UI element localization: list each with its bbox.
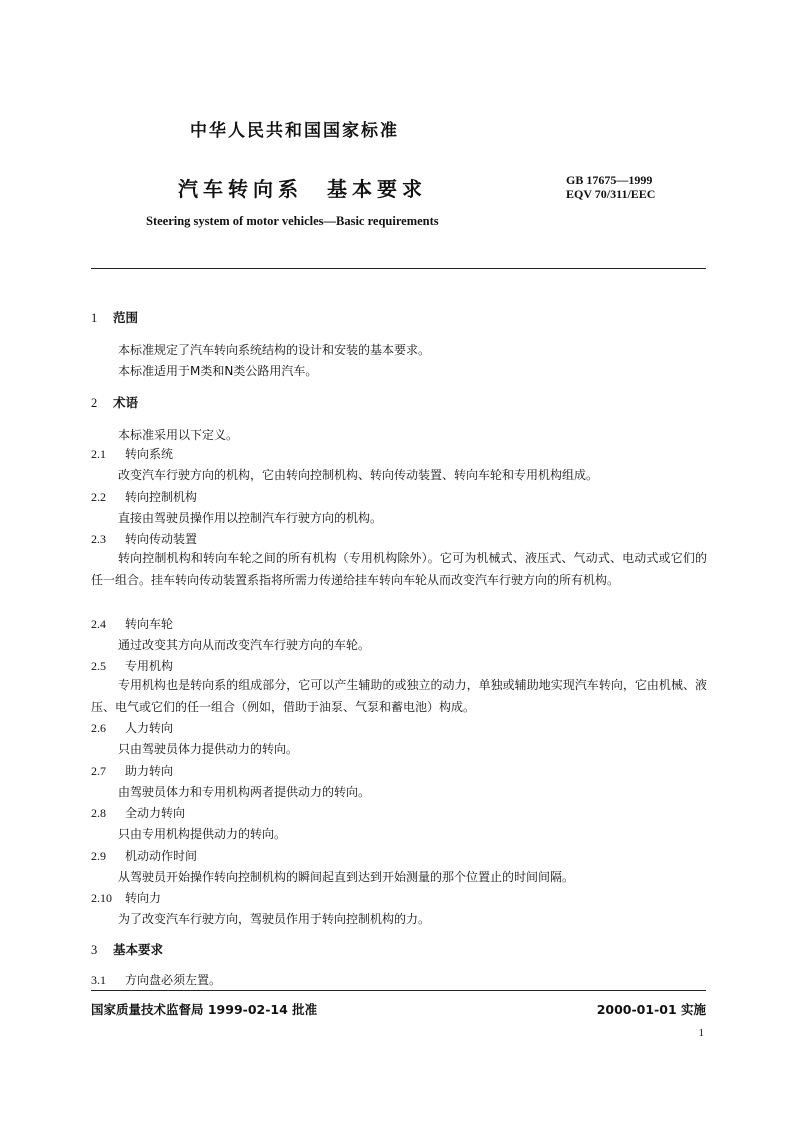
term-number: 2.9 xyxy=(91,849,106,863)
term-title: 全动力转向 xyxy=(125,806,186,820)
term-2-10 xyxy=(91,889,161,906)
requirement-text: 方向盘必须左置。 xyxy=(125,973,222,987)
term-number: 2.5 xyxy=(91,659,106,673)
section-1-title: 范围 xyxy=(113,310,139,325)
title-part2: 基本要求 xyxy=(327,177,427,201)
term-2-8 xyxy=(91,804,185,821)
section-2-number: 2 xyxy=(91,396,98,410)
term-number: 2.3 xyxy=(91,532,106,546)
term-number: 2.2 xyxy=(91,490,106,504)
term-2-4-definition: 通过改变其方向从而改变汽车行驶方向的车轮。 xyxy=(118,638,371,652)
english-title: Steering system of motor vehicles—Basic requirements xyxy=(146,214,439,228)
term-2-5 xyxy=(91,657,173,674)
header-divider xyxy=(91,268,706,269)
standard-code-eqv: EQV 70/311/EEC xyxy=(566,187,656,201)
section-1-number: 1 xyxy=(91,311,98,325)
term-title: 助力转向 xyxy=(125,764,174,778)
page-number: 1 xyxy=(698,1027,704,1039)
term-2-9 xyxy=(91,847,197,864)
term-number: 2.8 xyxy=(91,806,106,820)
term-number: 2.1 xyxy=(91,447,106,461)
term-2-8-definition: 只由专用机构提供动力的转向。 xyxy=(118,827,287,841)
term-title: 专用机构 xyxy=(125,659,174,673)
section-3-number: 3 xyxy=(91,943,98,957)
term-2-9-definition: 从驾驶员开始操作转向控制机构的瞬间起直到达到开始测量的那个位置止的时间间隔。 xyxy=(118,870,575,884)
section-2-intro: 本标准采用以下定义。 xyxy=(118,428,239,442)
term-number: 2.4 xyxy=(91,617,106,631)
term-title: 机动动作时间 xyxy=(125,849,198,863)
section-1-heading xyxy=(91,308,138,326)
term-2-1 xyxy=(91,445,173,462)
section-2-title: 术语 xyxy=(113,395,139,410)
term-2-4 xyxy=(91,615,173,632)
term-title: 人力转向 xyxy=(125,721,174,735)
term-2-5-definition: 专用机构也是转向系的组成部分，它可以产生辅助的或独立的动力，单独或辅助地实现汽车转向，它由机械、液压、电气或它们的任一组合（例如，借助于油泵、气泵和蓄电池）构成。 xyxy=(91,678,707,714)
term-2-6-definition: 只由驾驶员体力提供动力的转向。 xyxy=(118,742,299,756)
term-title: 转向传动装置 xyxy=(125,532,198,546)
section-1-paragraph-1: 本标准规定了汽车转向系统结构的设计和安装的基本要求。 xyxy=(118,343,431,357)
standard-code-gb: GB 17675—1999 xyxy=(566,173,653,187)
term-2-3 xyxy=(91,530,197,547)
term-title: 转向系统 xyxy=(125,447,174,461)
implementation-date: 2000-01-01 实施 xyxy=(596,1002,706,1017)
term-2-7 xyxy=(91,762,173,779)
term-2-3-definition: 转向控制机构和转向车轮之间的所有机构（专用机构除外）。它可为机械式、液压式、气动式、电动式或它们的任一组合。挂车转向传动装置系指将所需力传递给挂车转向车轮从而改变汽车行驶方向的所有机构。 xyxy=(91,551,707,587)
requirement-number: 3.1 xyxy=(91,973,106,987)
section-3-heading xyxy=(91,940,163,958)
approval-date: 国家质量技术监督局 1999-02-14 批准 xyxy=(91,1002,318,1017)
term-2-1-definition: 改变汽车行驶方向的机构，它由转向控制机构、转向传动装置、转向车轮和专用机构组成。 xyxy=(118,468,599,482)
footer-divider xyxy=(91,990,706,991)
requirement-3-1 xyxy=(91,971,221,988)
section-1-paragraph-2: 本标准适用于M类和N类公路用汽车。 xyxy=(118,364,318,378)
term-number: 2.10 xyxy=(91,891,112,905)
term-title: 转向车轮 xyxy=(125,617,174,631)
term-number: 2.6 xyxy=(91,721,106,735)
term-2-10-definition: 为了改变汽车行驶方向，驾驶员作用于转向控制机构的力。 xyxy=(118,912,431,926)
term-2-2-definition: 直接由驾驶员操作用以控制汽车行驶方向的机构。 xyxy=(118,511,383,525)
term-2-7-definition: 由驾驶员体力和专用机构两者提供动力的转向。 xyxy=(118,785,371,799)
term-2-2 xyxy=(91,488,197,505)
section-3-title: 基本要求 xyxy=(113,942,164,957)
document-title xyxy=(178,173,427,202)
national-standard-heading: 中华人民共和国国家标准 xyxy=(190,121,399,141)
section-2-heading xyxy=(91,393,138,411)
term-2-6 xyxy=(91,719,173,736)
term-title: 转向控制机构 xyxy=(125,490,198,504)
title-part1: 汽车转向系 xyxy=(178,177,303,201)
term-title: 转向力 xyxy=(125,891,162,905)
term-number: 2.7 xyxy=(91,764,106,778)
